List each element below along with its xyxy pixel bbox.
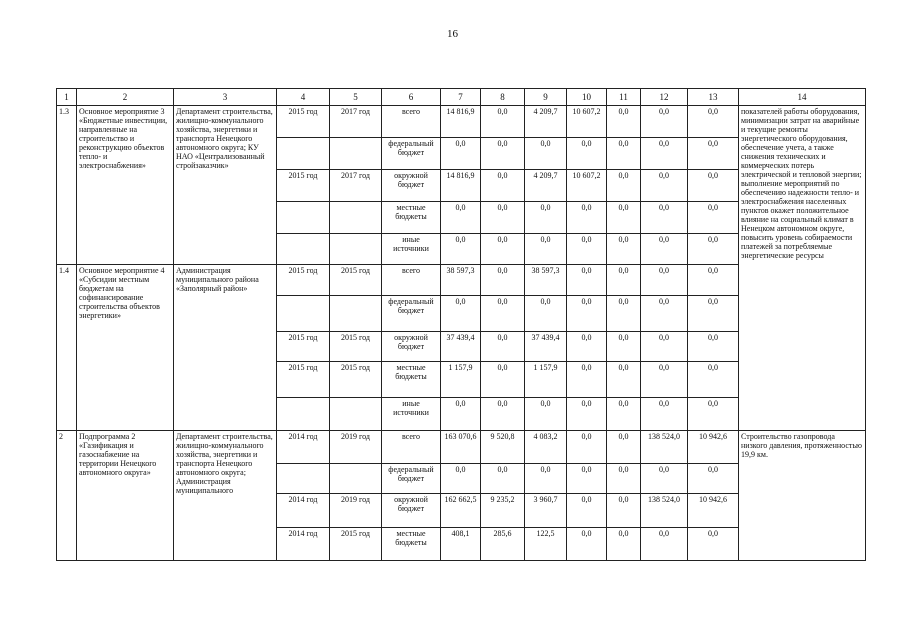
page-number: 16 — [447, 28, 458, 40]
amount-2016: 0,0 — [567, 464, 607, 494]
amount-2014: 0,0 — [481, 202, 525, 234]
amount-total: 408,1 — [441, 528, 481, 561]
amount-2015: 0,0 — [525, 202, 567, 234]
funding-source: всего — [382, 265, 441, 296]
amount-2019: 0,0 — [688, 464, 739, 494]
amount-2018: 138 524,0 — [641, 431, 688, 464]
header-cell: 4 — [277, 89, 330, 106]
amount-2017: 0,0 — [607, 494, 641, 528]
amount-2018: 138 524,0 — [641, 494, 688, 528]
amount-2018: 0,0 — [641, 202, 688, 234]
funding-source: всего — [382, 431, 441, 464]
amount-2014: 0,0 — [481, 398, 525, 431]
start-year: 2014 год — [277, 494, 330, 528]
end-year: 2019 год — [330, 494, 382, 528]
amount-2017: 0,0 — [607, 202, 641, 234]
amount-2015: 1 157,9 — [525, 362, 567, 398]
amount-2018: 0,0 — [641, 528, 688, 561]
amount-2016: 0,0 — [567, 138, 607, 170]
header-cell: 12 — [641, 89, 688, 106]
amount-total: 0,0 — [441, 202, 481, 234]
amount-2017: 0,0 — [607, 265, 641, 296]
amount-2014: 0,0 — [481, 464, 525, 494]
amount-2017: 0,0 — [607, 528, 641, 561]
funding-source: окружной бюджет — [382, 332, 441, 362]
measure-name: Основное мероприятие 3 «Бюджетные инвестиции, направленные на строительство и реконструкцию объектов тепло- и электроснабжения» — [77, 106, 174, 265]
executor: Департамент строительства, жилищно-коммунального хозяйства, энергетики и транспорта Ненецкого автономного округа; Администрация муниципального — [174, 431, 277, 561]
funding-source: местные бюджеты — [382, 528, 441, 561]
measure-name: Основное мероприятие 4 «Субсидии местным бюджетам на софинансирование строительства объектов энергетики» — [77, 265, 174, 431]
header-cell: 8 — [481, 89, 525, 106]
amount-2016: 0,0 — [567, 265, 607, 296]
header-cell: 13 — [688, 89, 739, 106]
header-cell: 11 — [607, 89, 641, 106]
amount-2016: 0,0 — [567, 234, 607, 265]
amount-2015: 4 209,7 — [525, 106, 567, 138]
funding-source: федеральный бюджет — [382, 296, 441, 332]
amount-2015: 0,0 — [525, 138, 567, 170]
amount-total: 0,0 — [441, 464, 481, 494]
header-cell: 1 — [57, 89, 77, 106]
start-year: 2014 год — [277, 528, 330, 561]
amount-2015: 4 083,2 — [525, 431, 567, 464]
amount-2015: 4 209,7 — [525, 170, 567, 202]
amount-2014: 0,0 — [481, 234, 525, 265]
header-row — [57, 89, 866, 106]
amount-2016: 0,0 — [567, 528, 607, 561]
amount-total: 0,0 — [441, 234, 481, 265]
amount-2016: 10 607,2 — [567, 170, 607, 202]
amount-2015: 0,0 — [525, 398, 567, 431]
end-year: 2015 год — [330, 265, 382, 296]
table-row — [57, 431, 866, 464]
funding-source: окружной бюджет — [382, 494, 441, 528]
header-cell: 7 — [441, 89, 481, 106]
funding-source: федеральный бюджет — [382, 138, 441, 170]
header-cell: 2 — [77, 89, 174, 106]
funding-source: иные источники — [382, 234, 441, 265]
amount-2018: 0,0 — [641, 398, 688, 431]
amount-2017: 0,0 — [607, 234, 641, 265]
amount-2015: 3 960,7 — [525, 494, 567, 528]
amount-total: 0,0 — [441, 296, 481, 332]
amount-2017: 0,0 — [607, 138, 641, 170]
amount-2016: 0,0 — [567, 494, 607, 528]
executor: Администрация муниципального района «Заполярный район» — [174, 265, 277, 431]
header-cell: 14 — [739, 89, 866, 106]
amount-2018: 0,0 — [641, 296, 688, 332]
amount-2019: 0,0 — [688, 170, 739, 202]
start-year: 2014 год — [277, 431, 330, 464]
amount-2018: 0,0 — [641, 234, 688, 265]
row-number: 1.3 — [57, 106, 77, 265]
amount-total: 163 070,6 — [441, 431, 481, 464]
amount-2014: 0,0 — [481, 332, 525, 362]
amount-total: 38 597,3 — [441, 265, 481, 296]
amount-2018: 0,0 — [641, 332, 688, 362]
amount-2019: 0,0 — [688, 362, 739, 398]
amount-2019: 0,0 — [688, 265, 739, 296]
funding-source: всего — [382, 106, 441, 138]
funding-source: окружной бюджет — [382, 170, 441, 202]
end-year: 2019 год — [330, 431, 382, 464]
end-year: 2017 год — [330, 106, 382, 138]
header-cell: 3 — [174, 89, 277, 106]
expected-result: показателей работы оборудования, минимизации затрат на аварийные и текущие ремонты энергетического оборудования, обеспечение учета, а также снижения технических и коммерческих потерь электрической и тепловой энергии; выполнение мероприятий по обеспечению надежности тепло- и электроснабжения населенных пунктов окажет положительное влияние на социальный климат в Ненецком автономном округе, повысить уровень собираемости платежей за потребляемые энергетические ресурсы — [739, 106, 866, 431]
amount-2019: 0,0 — [688, 398, 739, 431]
amount-2017: 0,0 — [607, 464, 641, 494]
amount-2018: 0,0 — [641, 464, 688, 494]
amount-2015: 0,0 — [525, 234, 567, 265]
amount-2014: 9 520,8 — [481, 431, 525, 464]
amount-2017: 0,0 — [607, 170, 641, 202]
amount-2019: 0,0 — [688, 202, 739, 234]
measure-name: Подпрограмма 2 «Газификация и газоснабжение на территории Ненецкого автономного округа» — [77, 431, 174, 561]
amount-2015: 38 597,3 — [525, 265, 567, 296]
amount-2019: 10 942,6 — [688, 431, 739, 464]
amount-2016: 0,0 — [567, 431, 607, 464]
funding-source: иные источники — [382, 398, 441, 431]
amount-2018: 0,0 — [641, 170, 688, 202]
amount-2014: 0,0 — [481, 296, 525, 332]
amount-2017: 0,0 — [607, 296, 641, 332]
program-table — [56, 88, 866, 561]
amount-2014: 9 235,2 — [481, 494, 525, 528]
amount-2019: 0,0 — [688, 332, 739, 362]
amount-2014: 0,0 — [481, 170, 525, 202]
start-year: 2015 год — [277, 170, 330, 202]
funding-source: федеральный бюджет — [382, 464, 441, 494]
amount-2018: 0,0 — [641, 362, 688, 398]
executor: Департамент строительства, жилищно-коммунального хозяйства, энергетики и транспорта Ненецкого автономного округа; КУ НАО «Централизованный стройзаказчик» — [174, 106, 277, 265]
amount-2018: 0,0 — [641, 138, 688, 170]
end-year: 2015 год — [330, 332, 382, 362]
amount-2015: 0,0 — [525, 464, 567, 494]
header-cell: 10 — [567, 89, 607, 106]
amount-2015: 37 439,4 — [525, 332, 567, 362]
amount-2015: 0,0 — [525, 296, 567, 332]
amount-total: 1 157,9 — [441, 362, 481, 398]
amount-2016: 0,0 — [567, 362, 607, 398]
amount-2014: 0,0 — [481, 106, 525, 138]
amount-total: 0,0 — [441, 138, 481, 170]
amount-2019: 0,0 — [688, 234, 739, 265]
amount-2018: 0,0 — [641, 265, 688, 296]
amount-2014: 0,0 — [481, 138, 525, 170]
header-cell: 5 — [330, 89, 382, 106]
amount-2018: 0,0 — [641, 106, 688, 138]
amount-2019: 0,0 — [688, 528, 739, 561]
amount-total: 0,0 — [441, 398, 481, 431]
table-row — [57, 106, 866, 138]
amount-2014: 285,6 — [481, 528, 525, 561]
amount-2016: 0,0 — [567, 202, 607, 234]
amount-total: 37 439,4 — [441, 332, 481, 362]
amount-2016: 10 607,2 — [567, 106, 607, 138]
funding-source: местные бюджеты — [382, 362, 441, 398]
amount-2019: 0,0 — [688, 138, 739, 170]
amount-total: 14 816,9 — [441, 106, 481, 138]
expected-result: Строительство газопровода низкого давления, протяженностью 19,9 км. — [739, 431, 866, 561]
amount-2016: 0,0 — [567, 398, 607, 431]
row-number: 1.4 — [57, 265, 77, 431]
start-year: 2015 год — [277, 265, 330, 296]
amount-2019: 10 942,6 — [688, 494, 739, 528]
end-year: 2017 год — [330, 170, 382, 202]
amount-2016: 0,0 — [567, 296, 607, 332]
amount-2017: 0,0 — [607, 362, 641, 398]
amount-total: 162 662,5 — [441, 494, 481, 528]
start-year: 2015 год — [277, 332, 330, 362]
amount-2014: 0,0 — [481, 362, 525, 398]
end-year: 2015 год — [330, 362, 382, 398]
end-year: 2015 год — [330, 528, 382, 561]
funding-source: местные бюджеты — [382, 202, 441, 234]
amount-2019: 0,0 — [688, 296, 739, 332]
amount-2019: 0,0 — [688, 106, 739, 138]
amount-2014: 0,0 — [481, 265, 525, 296]
amount-2016: 0,0 — [567, 332, 607, 362]
amount-2017: 0,0 — [607, 431, 641, 464]
amount-total: 14 816,9 — [441, 170, 481, 202]
start-year: 2015 год — [277, 362, 330, 398]
row-number: 2 — [57, 431, 77, 561]
header-cell: 6 — [382, 89, 441, 106]
amount-2017: 0,0 — [607, 398, 641, 431]
amount-2015: 122,5 — [525, 528, 567, 561]
amount-2017: 0,0 — [607, 332, 641, 362]
start-year: 2015 год — [277, 106, 330, 138]
amount-2017: 0,0 — [607, 106, 641, 138]
header-cell: 9 — [525, 89, 567, 106]
